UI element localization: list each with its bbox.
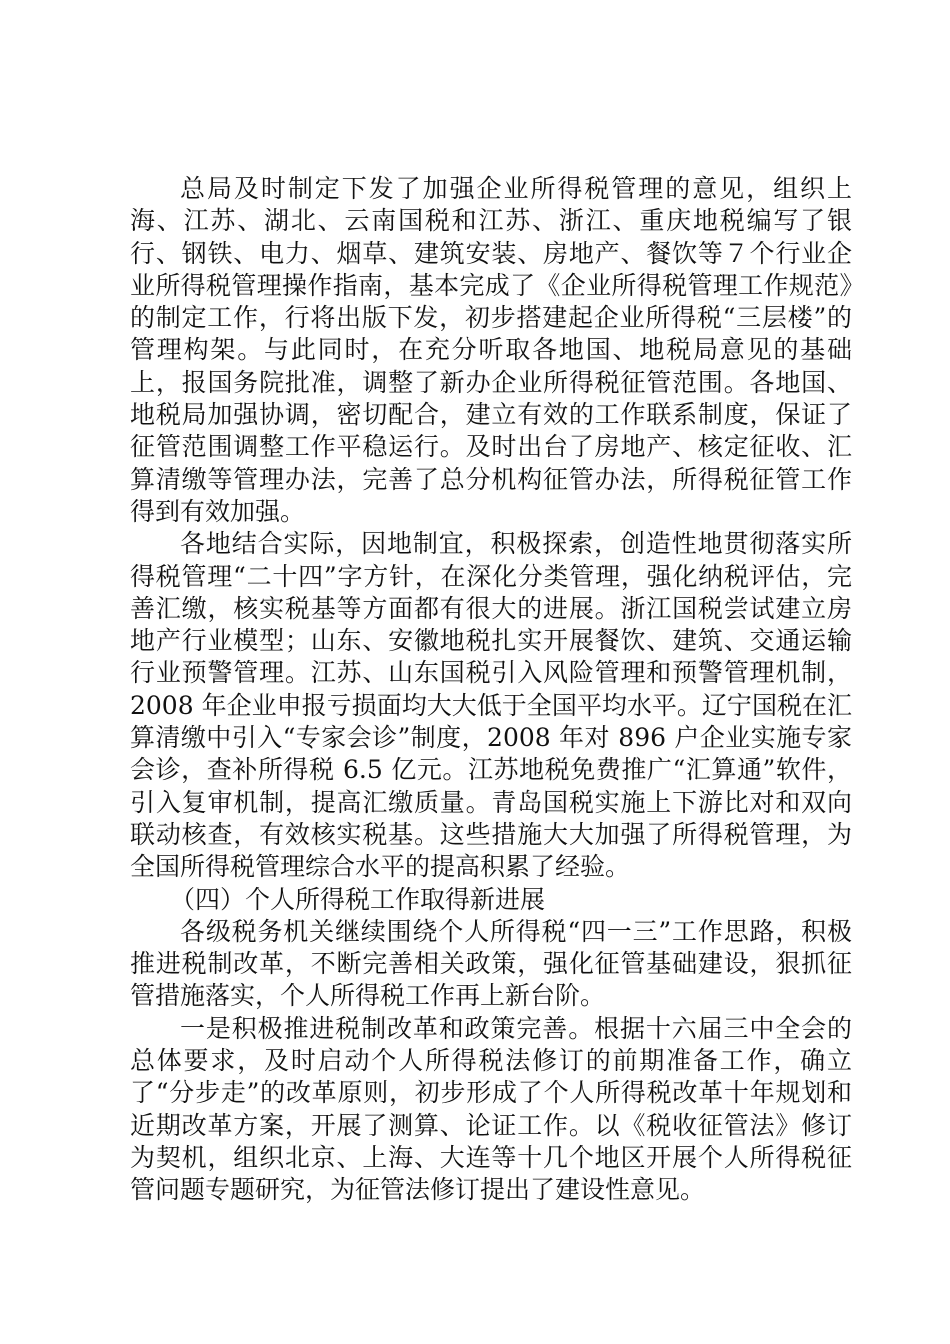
paragraph-local-practices: 各地结合实际，因地制宜，积极探索，创造性地贯彻落实所得税管理“二十四”字方针，在深化分类管理，强化纳税评估，完善汇缴，核实税基等方面都有很大的进展。浙江国税尝试建立房地产行业模型；山东、安徽地税扎实开展餐饮、建筑、交通运输行业预警管理。江苏、山东国税引入风险管理和预警管理机制，2008 年企业申报亏损面均大大低于全国平均水平。辽宁国税在汇算清缴中引入“专家会诊”制度，2008 年对 896 户企业实施专家会诊，查补所得税 6.5 亿元。江苏地税免费推广“汇算通”软件，引入复审机制，提高汇缴质量。青岛国税实施上下游比对和双向联动核查，有效核实税基。这些措施大大加强了所得税管理，为全国所得税管理综合水平的提高积累了经验。 [130,529,852,882]
document-body [130,173,852,1207]
paragraph-tax-reform: 一是积极推进税制改革和政策完善。根据十六届三中全会的总体要求，及时启动个人所得税法修订的前期准备工作，确立了“分步走”的改革原则，初步形成了个人所得税改革十年规划和近期改革方案，开展了测算、论证工作。以《税收征管法》修订为契机，组织北京、上海、大连等十几个地区开展个人所得税征管问题专题研究，为征管法修订提出了建设性意见。 [130,1013,852,1205]
section-heading: （四）个人所得税工作取得新进展 [170,884,546,914]
paragraph-enterprise-tax-guidelines: 总局及时制定下发了加强企业所得税管理的意见，组织上海、江苏、湖北、云南国税和江苏、浙江、重庆地税编写了银行、钢铁、电力、烟草、建筑安装、房地产、餐饮等７个行业企业所得税管理操作指南，基本完成了《企业所得税管理工作规范》的制定工作，行将出版下发，初步搭建起企业所得税“三层楼”的管理构架。与此同时，在充分听取各地国、地税局意见的基础上，报国务院批准，调整了新办企业所得税征管范围。各地国、地税局加强协调，密切配合，建立有效的工作联系制度，保证了征管范围调整工作平稳运行。及时出台了房地产、核定征收、汇算清缴等管理办法，完善了总分机构征管办法，所得税征管工作得到有效加强。 [130,174,852,526]
paragraph-individual-tax-overview: 各级税务机关继续围绕个人所得税“四一三”工作思路，积极推进税制改革，不断完善相关政策，强化征管基础建设，狠抓征管措施落实，个人所得税工作再上新台阶。 [130,916,852,1011]
